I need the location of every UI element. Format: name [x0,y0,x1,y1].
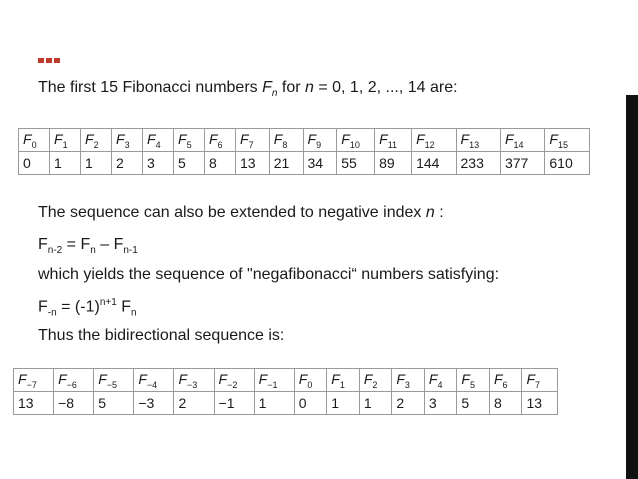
f-symbol: F [396,370,405,387]
index-subscript: 15 [557,139,568,150]
recurrence-line [38,236,138,256]
f-symbol: F [98,370,107,387]
header-cell [174,369,214,392]
header-cell [112,129,143,152]
index-subscript: 12 [424,139,435,150]
value-cell: −1 [214,392,254,415]
n-subscript: n [271,88,278,100]
f-symbol: F [85,130,94,147]
value-cell: 2 [392,392,425,415]
index-subscript: 5 [469,379,475,390]
n-symbol: n [305,79,314,96]
f-symbol: F [379,130,388,147]
bullet-square [54,58,60,63]
header-cell [269,129,303,152]
subscript: -n [47,307,57,319]
index-subscript: 8 [282,139,288,150]
formula-line [38,297,137,319]
header-cell [214,369,254,392]
f-symbol: F [341,130,350,147]
f-symbol: F [298,370,308,387]
header-cell [205,129,236,152]
value-cell: 5 [457,392,490,415]
intro-prefix: The first 15 Fibonacci numbers [38,79,263,96]
header-cell [457,369,490,392]
bidirectional-line: Thus the bidirectional sequence is: [38,327,285,344]
index-subscript: 11 [387,139,398,150]
header-cell [359,369,392,392]
n-symbol: n [425,204,435,221]
index-subscript: 5 [186,139,192,150]
index-subscript: −5 [106,379,118,390]
f-symbol: F [307,130,317,147]
value-cell: 5 [94,392,134,415]
header-cell [412,129,456,152]
f-symbol: F [549,130,558,147]
f-symbol: F [147,130,156,147]
equals-term: = F [62,236,91,253]
header-cell [94,369,134,392]
index-subscript: 3 [404,379,410,390]
f-symbol: F [54,130,63,147]
bullet-square [46,58,52,63]
superscript: n+1 [99,297,117,308]
value-cell: 610 [545,152,590,175]
value-cell: 2 [174,392,214,415]
value-cell: −8 [54,392,94,415]
header-cell [522,369,558,392]
bidirectional-header-row [14,369,558,392]
index-subscript: −1 [267,379,278,390]
header-cell [392,369,425,392]
title-bullet-marks [38,58,60,63]
fibonacci-header-row [19,129,590,152]
index-subscript: −2 [227,379,238,390]
header-cell [143,129,174,152]
value-cell: 233 [456,152,500,175]
subscript: n [90,245,96,257]
f-symbol: F [38,236,48,253]
index-subscript: 2 [93,139,99,150]
value-cell: 2 [112,152,143,175]
colon: : [434,204,444,221]
intro-for: for [277,79,305,96]
value-cell: 13 [236,152,270,175]
value-cell: 5 [174,152,205,175]
value-cell: 8 [205,152,236,175]
bidirectional-table [13,368,558,415]
value-cell: 8 [489,392,522,415]
fibonacci-value-row [19,152,590,175]
f-symbol: F [428,370,438,387]
header-cell [50,129,81,152]
header-cell [54,369,94,392]
index-subscript: 4 [155,139,161,150]
subscript: n-1 [123,245,138,257]
header-cell [489,369,522,392]
index-subscript: 0 [307,379,313,390]
header-cell [545,129,590,152]
f-symbol: F [258,370,268,387]
value-cell: 55 [337,152,375,175]
value-cell: 1 [81,152,112,175]
value-cell: 144 [412,152,456,175]
value-cell: 0 [19,152,50,175]
f-symbol: F [58,370,67,387]
header-cell [424,369,457,392]
negative-intro-text: The sequence can also be extended to negative index [38,204,426,221]
f-symbol: F [526,370,536,387]
negative-intro-line [38,204,444,222]
header-cell [19,129,50,152]
f-symbol: F [178,130,187,147]
bullet-square [38,58,44,63]
value-cell: 13 [14,392,54,415]
value-cell: 89 [375,152,412,175]
index-subscript: 4 [437,379,443,390]
value-cell: 3 [143,152,174,175]
index-subscript: 1 [62,139,68,150]
header-cell [337,129,375,152]
value-cell: 3 [424,392,457,415]
f-symbol: F [331,370,340,387]
value-cell: 1 [254,392,294,415]
value-cell: −3 [134,392,174,415]
bidirectional-value-row [14,392,558,415]
index-subscript: 1 [339,379,345,390]
slide-edge-bar [626,95,638,479]
formula-mid: = (-1) [56,298,100,316]
header-cell [236,129,270,152]
f-symbol: F [218,370,228,387]
minus-term: – F [95,236,124,253]
value-cell: 13 [522,392,558,415]
index-subscript: −3 [187,379,198,390]
yields-line: which yields the sequence of "negafibonacci“ numbers satisfying: [38,266,500,283]
header-cell [303,129,337,152]
f-symbol: F [493,370,503,387]
value-cell: 0 [294,392,327,415]
header-cell [456,129,500,152]
value-cell: 1 [50,152,81,175]
formula-tail: F [116,298,131,316]
index-subscript: 2 [372,379,378,390]
fibonacci-table [18,128,590,175]
index-subscript: 9 [316,139,322,150]
index-subscript: −7 [26,379,37,390]
f-symbol: F [273,130,283,147]
index-subscript: 14 [513,139,524,150]
index-subscript: 7 [248,139,254,150]
index-subscript: 13 [469,139,480,150]
intro-range: = 0, 1, 2, ..., 14 are: [313,79,458,96]
index-subscript: −6 [66,379,77,390]
f-symbol: F [460,130,470,147]
header-cell [14,369,54,392]
index-subscript: 6 [502,379,508,390]
index-subscript: −4 [146,379,158,390]
index-subscript: 3 [124,139,130,150]
index-subscript: 0 [31,139,37,150]
value-cell: 34 [303,152,337,175]
header-cell [500,129,544,152]
f-symbol: F [209,130,218,147]
value-cell: 1 [359,392,392,415]
value-cell: 377 [500,152,544,175]
header-cell [375,129,412,152]
f-symbol: F [240,130,249,147]
f-symbol: F [363,370,373,387]
f-symbol: F [138,370,147,387]
f-symbol: F [504,130,514,147]
index-subscript: 7 [535,379,541,390]
f-symbol: F [18,370,27,387]
index-subscript: 6 [217,139,223,150]
intro-line [38,79,458,99]
f-symbol: F [178,370,187,387]
f-symbol: F [38,298,48,316]
value-cell: 1 [327,392,360,415]
header-cell [294,369,327,392]
f-symbol: F [416,130,425,147]
f-symbol: F [23,130,32,147]
f-symbol: F [461,370,470,387]
header-cell [81,129,112,152]
subscript: n [131,307,137,319]
header-cell [327,369,360,392]
f-symbol: F [262,79,272,96]
f-symbol: F [116,130,125,147]
header-cell [174,129,205,152]
index-subscript: 10 [349,139,360,150]
header-cell [134,369,174,392]
value-cell: 21 [269,152,303,175]
subscript: n-2 [47,245,63,257]
header-cell [254,369,294,392]
